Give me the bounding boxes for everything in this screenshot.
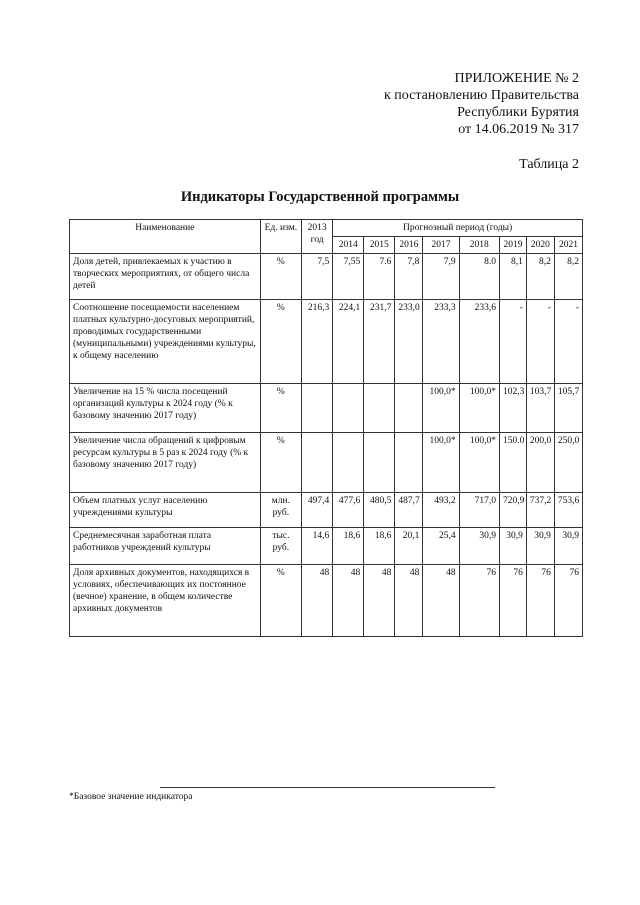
value-cell: 30,9: [459, 528, 499, 565]
value-cell: 7,5: [302, 254, 333, 300]
year-header: 2016: [395, 237, 423, 254]
value-cell: [302, 384, 333, 433]
value-cell: 497,4: [302, 493, 333, 528]
table-row: [70, 300, 583, 384]
value-cell: 233,0: [395, 300, 423, 384]
value-cell: 18,6: [333, 528, 364, 565]
indicator-unit: тыс. руб.: [260, 528, 301, 565]
value-cell: [364, 384, 395, 433]
value-cell: -: [499, 300, 526, 384]
value-cell: 100,0*: [423, 384, 459, 433]
value-cell: 18,6: [364, 528, 395, 565]
year-header: 2017: [423, 237, 459, 254]
value-cell: 76: [459, 565, 499, 637]
value-cell: 8,1: [499, 254, 526, 300]
value-cell: 231,7: [364, 300, 395, 384]
indicator-unit: %: [260, 565, 301, 637]
value-cell: 48: [423, 565, 459, 637]
value-cell: -: [554, 300, 582, 384]
value-cell: 76: [554, 565, 582, 637]
appendix-header: [384, 70, 579, 138]
value-cell: 100,0*: [459, 384, 499, 433]
value-cell: 737,2: [526, 493, 554, 528]
value-cell: 7,9: [423, 254, 459, 300]
value-cell: 48: [395, 565, 423, 637]
year-header: 2014: [333, 237, 364, 254]
value-cell: 20,1: [395, 528, 423, 565]
value-cell: 7.6: [364, 254, 395, 300]
value-cell: 30,9: [499, 528, 526, 565]
year-header: 2020: [526, 237, 554, 254]
value-cell: 25,4: [423, 528, 459, 565]
indicator-unit: млн. руб.: [260, 493, 301, 528]
value-cell: 14,6: [302, 528, 333, 565]
value-cell: 224,1: [333, 300, 364, 384]
col-header-name: Наименование: [70, 220, 261, 254]
indicator-name: Увеличение числа обращений к цифровым ресурсам культуры в 5 раз к 2024 году (% к базовому значению 2017 году): [70, 433, 261, 493]
indicator-unit: %: [260, 384, 301, 433]
indicator-name: Объем платных услуг населению учреждениями культуры: [70, 493, 261, 528]
table-row: [70, 493, 583, 528]
value-cell: -: [526, 300, 554, 384]
value-cell: 480,5: [364, 493, 395, 528]
value-cell: 216,3: [302, 300, 333, 384]
value-cell: 250,0: [554, 433, 582, 493]
value-cell: 487,7: [395, 493, 423, 528]
appendix-republic: Республики Бурятия: [457, 105, 579, 120]
indicator-name: Среднемесячная заработная плата работников учреждений культуры: [70, 528, 261, 565]
value-cell: [395, 384, 423, 433]
appendix-resolution: к постановлению Правительства: [383, 88, 579, 103]
value-cell: 8,2: [554, 254, 582, 300]
col-header-forecast: Прогнозный период (годы): [333, 220, 583, 237]
table-row: [70, 254, 583, 300]
value-cell: [333, 433, 364, 493]
value-cell: 8.0: [459, 254, 499, 300]
value-cell: 48: [333, 565, 364, 637]
year-header: 2021: [554, 237, 582, 254]
table-row: [70, 433, 583, 493]
indicators-table: [69, 219, 583, 637]
value-cell: 7,55: [333, 254, 364, 300]
value-cell: 30,9: [526, 528, 554, 565]
table-row: [70, 565, 583, 637]
value-cell: [302, 433, 333, 493]
value-cell: 717,0: [459, 493, 499, 528]
indicator-name: Соотношение посещаемости населением платных культурно-досуговых мероприятий, проводимых государственными (муниципальными) учреждениями культуры, к общему населению: [70, 300, 261, 384]
value-cell: 720,9: [499, 493, 526, 528]
value-cell: 100,0*: [423, 433, 459, 493]
table-row: [70, 384, 583, 433]
value-cell: 753,6: [554, 493, 582, 528]
table-label: Таблица 2: [519, 157, 579, 172]
value-cell: [364, 433, 395, 493]
value-cell: 477,6: [333, 493, 364, 528]
value-cell: [333, 384, 364, 433]
footnote-divider: [160, 787, 495, 788]
year-header: 2018: [459, 237, 499, 254]
indicator-unit: %: [260, 300, 301, 384]
value-cell: 76: [499, 565, 526, 637]
value-cell: 105,7: [554, 384, 582, 433]
col-header-base-year: 2013 год: [302, 220, 333, 254]
indicator-name: Доля архивных документов, находящихся в условиях, обеспечивающих их постоянное (вечное) хранение, в общем количестве архивных документов: [70, 565, 261, 637]
value-cell: 493,2: [423, 493, 459, 528]
value-cell: 233,3: [423, 300, 459, 384]
value-cell: [395, 433, 423, 493]
value-cell: 30,9: [554, 528, 582, 565]
table-row: [70, 528, 583, 565]
value-cell: 48: [302, 565, 333, 637]
col-header-unit: Ед. изм.: [260, 220, 301, 254]
year-header: 2015: [364, 237, 395, 254]
indicator-name: Увеличение на 15 % числа посещений организаций культуры к 2024 году (% к базовому значению 2017 году): [70, 384, 261, 433]
appendix-number: ПРИЛОЖЕНИЕ № 2: [454, 71, 579, 86]
page-title: Индикаторы Государственной программы: [180, 189, 460, 205]
value-cell: 48: [364, 565, 395, 637]
value-cell: 100,0*: [459, 433, 499, 493]
value-cell: 102,3: [499, 384, 526, 433]
value-cell: 76: [526, 565, 554, 637]
footnote: *Базовое значение индикатора: [69, 792, 193, 802]
value-cell: 103,7: [526, 384, 554, 433]
value-cell: 200,0: [526, 433, 554, 493]
value-cell: 233,6: [459, 300, 499, 384]
appendix-date: от 14.06.2019 № 317: [458, 122, 579, 137]
year-header: 2019: [499, 237, 526, 254]
indicator-unit: %: [260, 433, 301, 493]
indicator-unit: %: [260, 254, 301, 300]
value-cell: 7,8: [395, 254, 423, 300]
value-cell: 150.0: [499, 433, 526, 493]
value-cell: 8,2: [526, 254, 554, 300]
indicator-name: Доля детей, привлекаемых к участию в творческих мероприятиях, от общего числа детей: [70, 254, 261, 300]
